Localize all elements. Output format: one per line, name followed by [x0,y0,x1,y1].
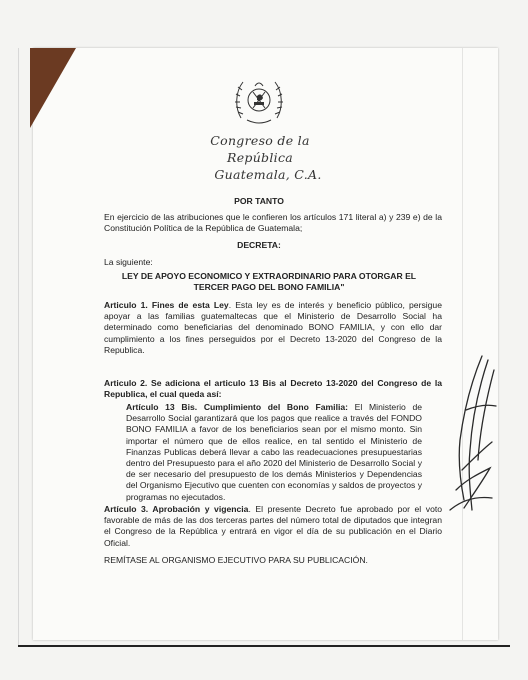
handwritten-signature [442,350,502,520]
coat-of-arms-icon [231,72,287,128]
page-fold-line [462,48,463,640]
la-siguiente: La siguiente: [104,257,153,267]
heading-decreta: DECRETA: [237,240,281,250]
desk-corner [30,48,76,128]
law-title-line-1: LEY DE APOYO ECONOMICO Y EXTRAORDINARIO PARA OTORGAR EL [121,271,417,281]
law-title-line-2: TERCER PAGO DEL BONO FAMILIA" [193,282,345,293]
article-1 [104,300,442,356]
frame-bottom-edge [18,645,510,647]
article-3-heading: Artículo 3. Aprobación y vigencia [104,504,249,514]
law-title [104,271,434,293]
article-3-body: . El presente Decreto fue aprobado por el voto favorable de más de las dos terceras partes del número total de diputados que integran el Congreso de la República y entrará en vigor el día de su publicación en el Diario Oficial. [104,504,443,548]
letterhead [180,132,340,183]
article-1-body: . Esta ley es de interés y beneficio público, persigue apoyar a las familias guatemaltecas que el Ministerio de Desarrollo Social ha determinado como beneficiarias del denominado BONO FAMILIA, y con ello dar cumplimiento a los fines perseguidos por el Decreto 13-2020 del Congreso de la Republica. [104,300,442,355]
article-13-bis-body: El Ministerio de Desarrollo Social garantizará que los pagos que realice a través del FONDO BONO FAMILIA a favor de los beneficiarios sean por el mismo monto. Sin importar el número que de ellos realice, en tal sentido el Ministerio de Finanzas Publicas deberá llevar a cabo las readecuaciones presupuestarias dentro del Presupuesto para el año 2020 del Ministerio de Desarrollo Social y de ser necesario del presupuesto de los demás Ministerios y Dependencias del Organismo Ejecutivo que cuenten con economías y saldos de proyectos y programas no ejecutados. [126,402,423,502]
heading-por-tanto: POR TANTO [234,196,284,206]
article-3 [104,504,442,549]
frame-left-edge [18,48,19,645]
article-2-heading: Articulo 2. Se adiciona el articulo 13 Bis al Decreto 13-2020 del Congreso de la Republica, el cual queda así: [104,378,442,400]
intro-paragraph: En ejercicio de las atribuciones que le confieren los artículos 171 literal a) y 239 e) de la Constitución Política de la República de Guatemala; [104,212,442,234]
article-1-heading: Articulo 1. Fines de esta Ley [104,300,229,310]
closing-line: REMÍTASE AL ORGANISMO EJECUTIVO PARA SU PUBLICACIÓN. [104,555,368,565]
article-13-bis-heading: Artículo 13 Bis. Cumplimiento del Bono Familia: [126,402,348,412]
letterhead-line-1: Congreso de la República [210,133,310,165]
letterhead-line-2: Guatemala, C.A. [214,167,322,182]
article-13-bis [126,402,422,503]
